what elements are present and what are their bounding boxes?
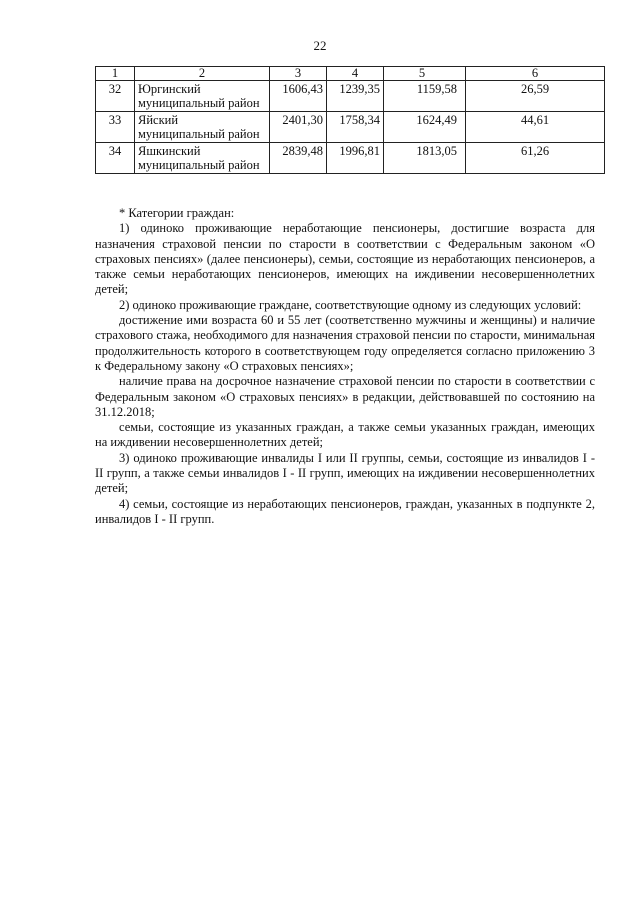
district-name: Юргинский муниципальный район	[135, 81, 270, 112]
value-col-6: 44,61	[466, 112, 605, 143]
district-name: Яйский муниципальный район	[135, 112, 270, 143]
notes-title: * Категории граждан:	[119, 206, 235, 220]
value-col-4: 1758,34	[327, 112, 384, 143]
table-row	[96, 143, 605, 174]
table-row	[96, 112, 605, 143]
value-col-6: 61,26	[466, 143, 605, 174]
note-paragraph: достижение ими возраста 60 и 55 лет (соответственно мужчины и женщины) и наличие страхового стажа, необходимого для назначения страховой пенсии по старости, минимальная продолжительность которого в соответствующем году определяется согласно приложению 3 к Федеральному закону «О страховых пенсиях»;	[95, 313, 595, 373]
row-number: 33	[96, 112, 135, 143]
row-number: 34	[96, 143, 135, 174]
value-col-5: 1624,49	[384, 112, 466, 143]
value-col-5: 1813,05	[384, 143, 466, 174]
notes-section	[95, 206, 595, 527]
header-cell: 2	[135, 67, 270, 81]
header-cell: 1	[96, 67, 135, 81]
value-col-3: 1606,43	[270, 81, 327, 112]
value-col-6: 26,59	[466, 81, 605, 112]
note-paragraph: семьи, состоящие из указанных граждан, а также семьи указанных граждан, имеющих на иждивении несовершеннолетних детей;	[95, 420, 595, 450]
value-col-5: 1159,58	[384, 81, 466, 112]
district-name: Яшкинский муниципальный район	[135, 143, 270, 174]
header-cell: 4	[327, 67, 384, 81]
row-number: 32	[96, 81, 135, 112]
table-row	[96, 81, 605, 112]
header-cell: 6	[466, 67, 605, 81]
note-paragraph: 1) одиноко проживающие неработающие пенсионеры, достигшие возраста для назначения страховой пенсии по старости в соответствии с Федеральным законом «О страховых пенсиях» (далее пенсионеры), семьи, состоящие из неработающих пенсионеров, а также семьи неработающих пенсионеров, имеющих на иждивении несовершеннолетних детей;	[95, 221, 595, 297]
header-cell: 3	[270, 67, 327, 81]
data-table	[95, 66, 605, 174]
value-col-4: 1239,35	[327, 81, 384, 112]
value-col-4: 1996,81	[327, 143, 384, 174]
note-paragraph: 3) одиноко проживающие инвалиды I или II группы, семьи, состоящие из инвалидов I - II групп, а также семьи инвалидов I - II групп, имеющих на иждивении несовершеннолетних детей;	[95, 450, 595, 496]
note-paragraph: 2) одиноко проживающие граждане, соответствующие одному из следующих условий:	[119, 297, 582, 312]
note-paragraph: наличие права на досрочное назначение страховой пенсии по старости в соответствии с Федеральным законом «О страховых пенсиях» в редакции, действовавшей по состоянию на 31.12.2018;	[95, 374, 595, 419]
table-header-row	[96, 67, 605, 81]
page-number: 22	[313, 38, 327, 53]
value-col-3: 2401,30	[270, 112, 327, 143]
value-col-3: 2839,48	[270, 143, 327, 174]
note-paragraph: 4) семьи, состоящие из неработающих пенсионеров, граждан, указанных в подпункте 2, инвалидов I - II групп.	[95, 496, 595, 526]
header-cell: 5	[384, 67, 466, 81]
